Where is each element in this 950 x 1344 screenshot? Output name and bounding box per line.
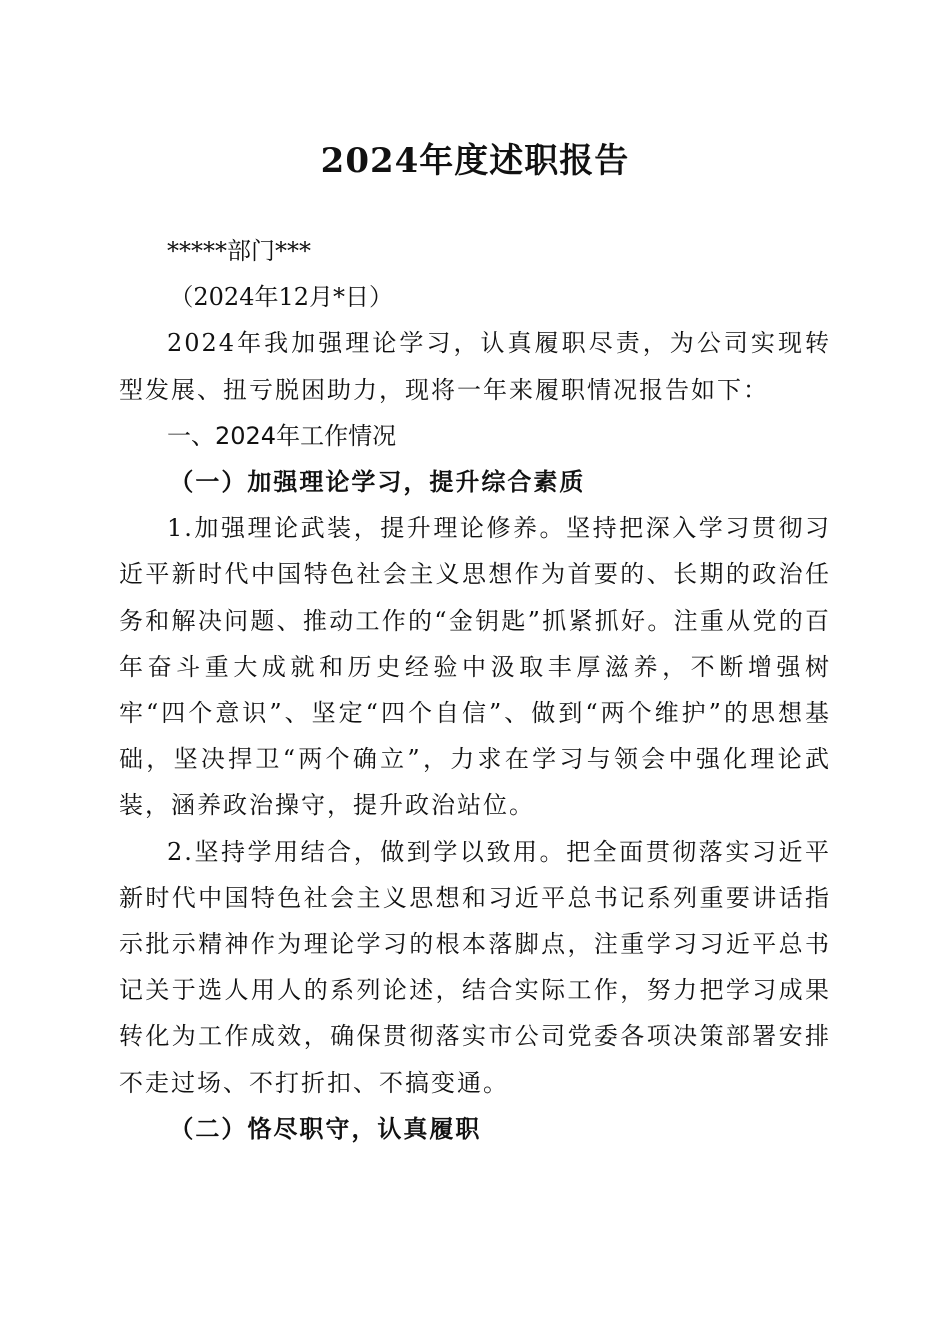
subsection-heading-2: （二）恪尽职守，认真履职 bbox=[169, 1113, 482, 1143]
subsection-heading-1: （一）加强理论学习，提升综合素质 bbox=[169, 467, 586, 497]
paragraph-2: 2.坚持学用结合，做到学以致用。把全面贯彻落实习近平新时代中国特色社会主义思想和习近平总书记系列重要讲话指示批示精神作为理论学习的根本落脚点，注重学习习近平总书记关于选人用人的系列论述，结合实际工作，努力把学习成果转化为工作成效，确保贯彻落实市公司党委各项决策部署安排不走过场、不打折扣、不搞变通。 bbox=[119, 837, 831, 1097]
author-line: *****部门*** bbox=[167, 237, 311, 265]
section-heading-1: 一、2024年工作情况 bbox=[167, 421, 397, 450]
paragraph-1: 1.加强理论武装，提升理论修养。坚持把深入学习贯彻习近平新时代中国特色社会主义思想作为首要的、长期的政治任务和解决问题、推动工作的“金钥匙”抓紧抓好。注重从党的百年奋斗重大成就和历史经验中汲取丰厚滋养，不断增强树牢“四个意识”、坚定“四个自信”、做到“两个维护”的思想基础，坚决捍卫“两个确立”，力求在学习与领会中强化理论武装，涵养政治操守，提升政治站位。 bbox=[119, 514, 831, 820]
document-body bbox=[119, 228, 831, 1152]
intro-paragraph: 2024年我加强理论学习，认真履职尽责，为公司实现转型发展、扭亏脱困助力，现将一年来履职情况报告如下： bbox=[119, 329, 831, 404]
date-line: （2024年12月*日） bbox=[169, 283, 394, 312]
document-title: 2024年度述职报告 bbox=[320, 141, 630, 181]
